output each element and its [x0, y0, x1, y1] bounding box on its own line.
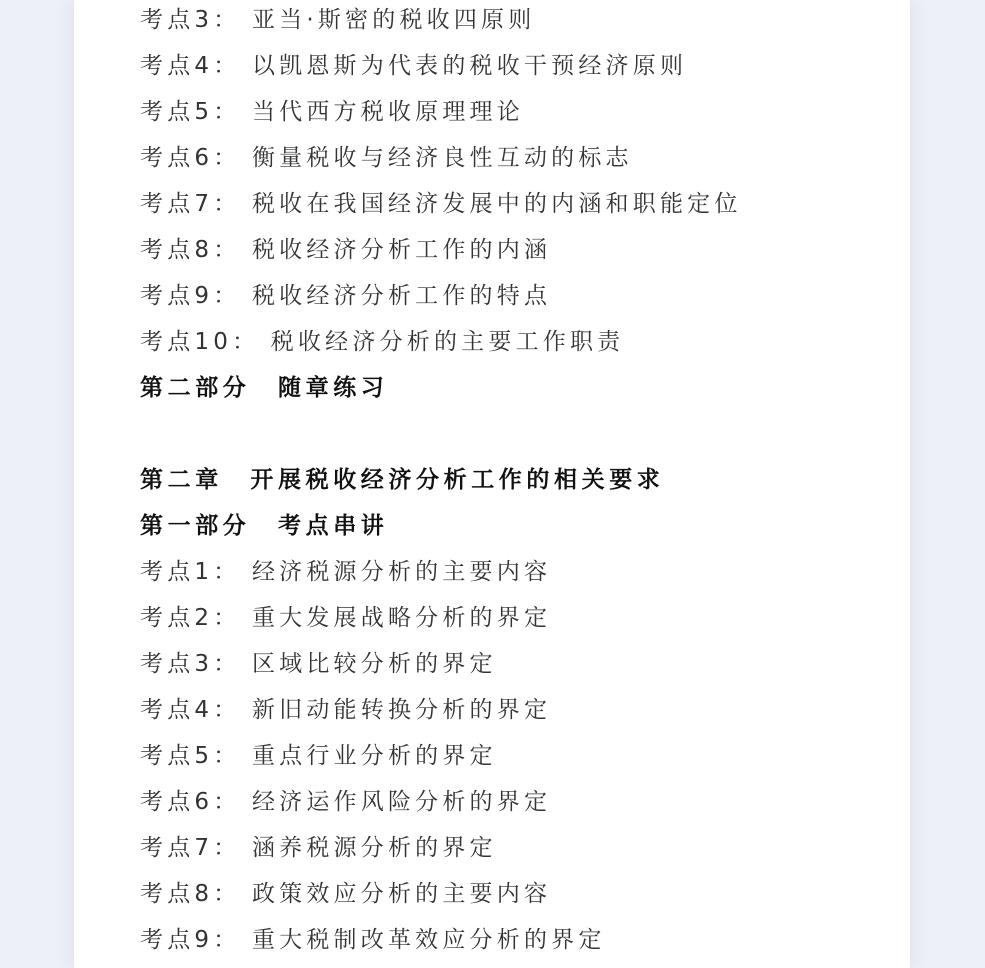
- outline-item-ch2-point-1: 考点1： 经济税源分析的主要内容: [140, 559, 552, 585]
- outline-item-point-8: 考点8： 税收经济分析工作的内涵: [140, 237, 552, 263]
- outline-item-point-7: 考点7： 税收在我国经济发展中的内涵和职能定位: [140, 191, 742, 217]
- outline-item-ch2-point-9: 考点9： 重大税制改革效应分析的界定: [140, 927, 606, 953]
- outline-item-ch2-point-7: 考点7： 涵养税源分析的界定: [140, 835, 497, 861]
- outline-item-ch2-point-8: 考点8： 政策效应分析的主要内容: [140, 881, 552, 907]
- outline-item-point-3: 考点3： 亚当·斯密的税收四原则: [140, 7, 536, 33]
- section-heading-points: 第一部分 考点串讲: [140, 513, 389, 539]
- section-heading-practice: 第二部分 随章练习: [140, 375, 389, 401]
- outline-item-ch2-point-6: 考点6： 经济运作风险分析的界定: [140, 789, 552, 815]
- outline-item-point-4: 考点4： 以凯恩斯为代表的税收干预经济原则: [140, 53, 688, 79]
- chapter-heading: 第二章 开展税收经济分析工作的相关要求: [140, 467, 665, 493]
- outline-item-point-5: 考点5： 当代西方税收原理理论: [140, 99, 524, 125]
- outline-item-ch2-point-5: 考点5： 重点行业分析的界定: [140, 743, 497, 769]
- outline-item-ch2-point-4: 考点4： 新旧动能转换分析的界定: [140, 697, 552, 723]
- outline-item-point-9: 考点9： 税收经济分析工作的特点: [140, 283, 552, 309]
- outline-item-ch2-point-2: 考点2： 重大发展战略分析的界定: [140, 605, 552, 631]
- outline-item-point-10: 考点10： 税收经济分析的主要工作职责: [140, 329, 625, 355]
- outline-item-point-6: 考点6： 衡量税收与经济良性互动的标志: [140, 145, 633, 171]
- outline-item-ch2-point-3: 考点3： 区域比较分析的界定: [140, 651, 497, 677]
- document-page: [74, 0, 910, 968]
